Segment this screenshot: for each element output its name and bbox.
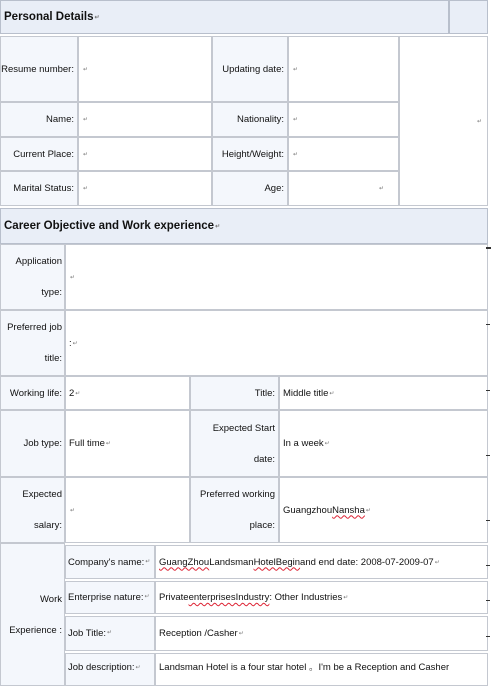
preferred-working-place-label: Preferred working place: <box>190 477 279 543</box>
nationality-label: Nationality: <box>212 102 288 137</box>
enterprise-nature-label: Enterprise nature: ↵ <box>65 581 155 614</box>
updating-date-label: Updating date: <box>212 36 288 102</box>
marital-status-value: ↵ <box>78 171 212 206</box>
job-description-value: Landsman Hotel is a four star hotel 。I'm be a Reception and Casher <box>155 653 488 686</box>
current-place-label: Current Place: <box>0 137 78 171</box>
personal-details-header: Personal Details ↵ <box>0 0 449 34</box>
height-weight-value: ↵ <box>288 137 399 171</box>
preferred-job-title-label: Preferred job title: <box>0 310 65 376</box>
margin-tick <box>486 636 490 637</box>
resume-number-value: ↵ <box>78 36 212 102</box>
title-value: Middle title ↵ <box>279 376 488 410</box>
header-side-cell <box>449 0 488 34</box>
resume-number-label: Resume number: <box>0 36 78 102</box>
enterprise-nature-value: Private enterprisesIndustry : Other Industries ↵ <box>155 581 488 614</box>
working-life-label: Working life: <box>0 376 65 410</box>
career-objective-title: Career Objective and Work experience <box>4 220 215 232</box>
expected-salary-label: Expected salary: <box>0 477 65 543</box>
margin-tick <box>486 565 490 566</box>
current-place-value: ↵ <box>78 137 212 171</box>
application-type-label: Application type: <box>0 244 65 310</box>
margin-tick <box>486 455 490 456</box>
preferred-job-title-value: : ↵ <box>65 310 488 376</box>
expected-start-date-value: In a week ↵ <box>279 410 488 477</box>
margin-tick <box>486 520 490 521</box>
expected-start-date-label: Expected Start date: <box>190 410 279 477</box>
personal-details-title: Personal Details <box>4 11 94 23</box>
job-type-value: Full time ↵ <box>65 410 190 477</box>
age-label: Age: <box>212 171 288 206</box>
expected-salary-value: ↵ <box>65 477 190 543</box>
photo-cell: ↵ <box>399 36 488 206</box>
company-name-label: Company's name: ↵ <box>65 545 155 579</box>
updating-date-value: ↵ <box>288 36 399 102</box>
working-life-value: 2 ↵ <box>65 376 190 410</box>
job-title-value: Reception /Casher ↵ <box>155 616 488 651</box>
job-description-label: Job description: ↵ <box>65 653 155 686</box>
name-label: Name: <box>0 102 78 137</box>
margin-tick <box>486 390 490 391</box>
job-type-label: Job type: <box>0 410 65 477</box>
margin-tick <box>486 600 490 601</box>
margin-tick <box>486 324 490 325</box>
career-objective-header: Career Objective and Work experience ↵ <box>0 208 488 244</box>
application-type-value: ↵ <box>65 244 488 310</box>
title-label: Title: <box>190 376 279 410</box>
preferred-working-place-value: Guangzhou Nansha ↵ <box>279 477 488 543</box>
work-experience-label: Work Experience : <box>0 543 65 686</box>
age-value: ↵ <box>288 171 399 206</box>
margin-tick <box>486 247 491 249</box>
height-weight-label: Height/Weight: <box>212 137 288 171</box>
nationality-value: ↵ <box>288 102 399 137</box>
marital-status-label: Marital Status: <box>0 171 78 206</box>
company-name-value: GuangZhou Landsman HotelBegin and end date: 2008-07-2009-07 ↵ <box>155 545 488 579</box>
name-value: ↵ <box>78 102 212 137</box>
job-title-label: Job Title: ↵ <box>65 616 155 651</box>
